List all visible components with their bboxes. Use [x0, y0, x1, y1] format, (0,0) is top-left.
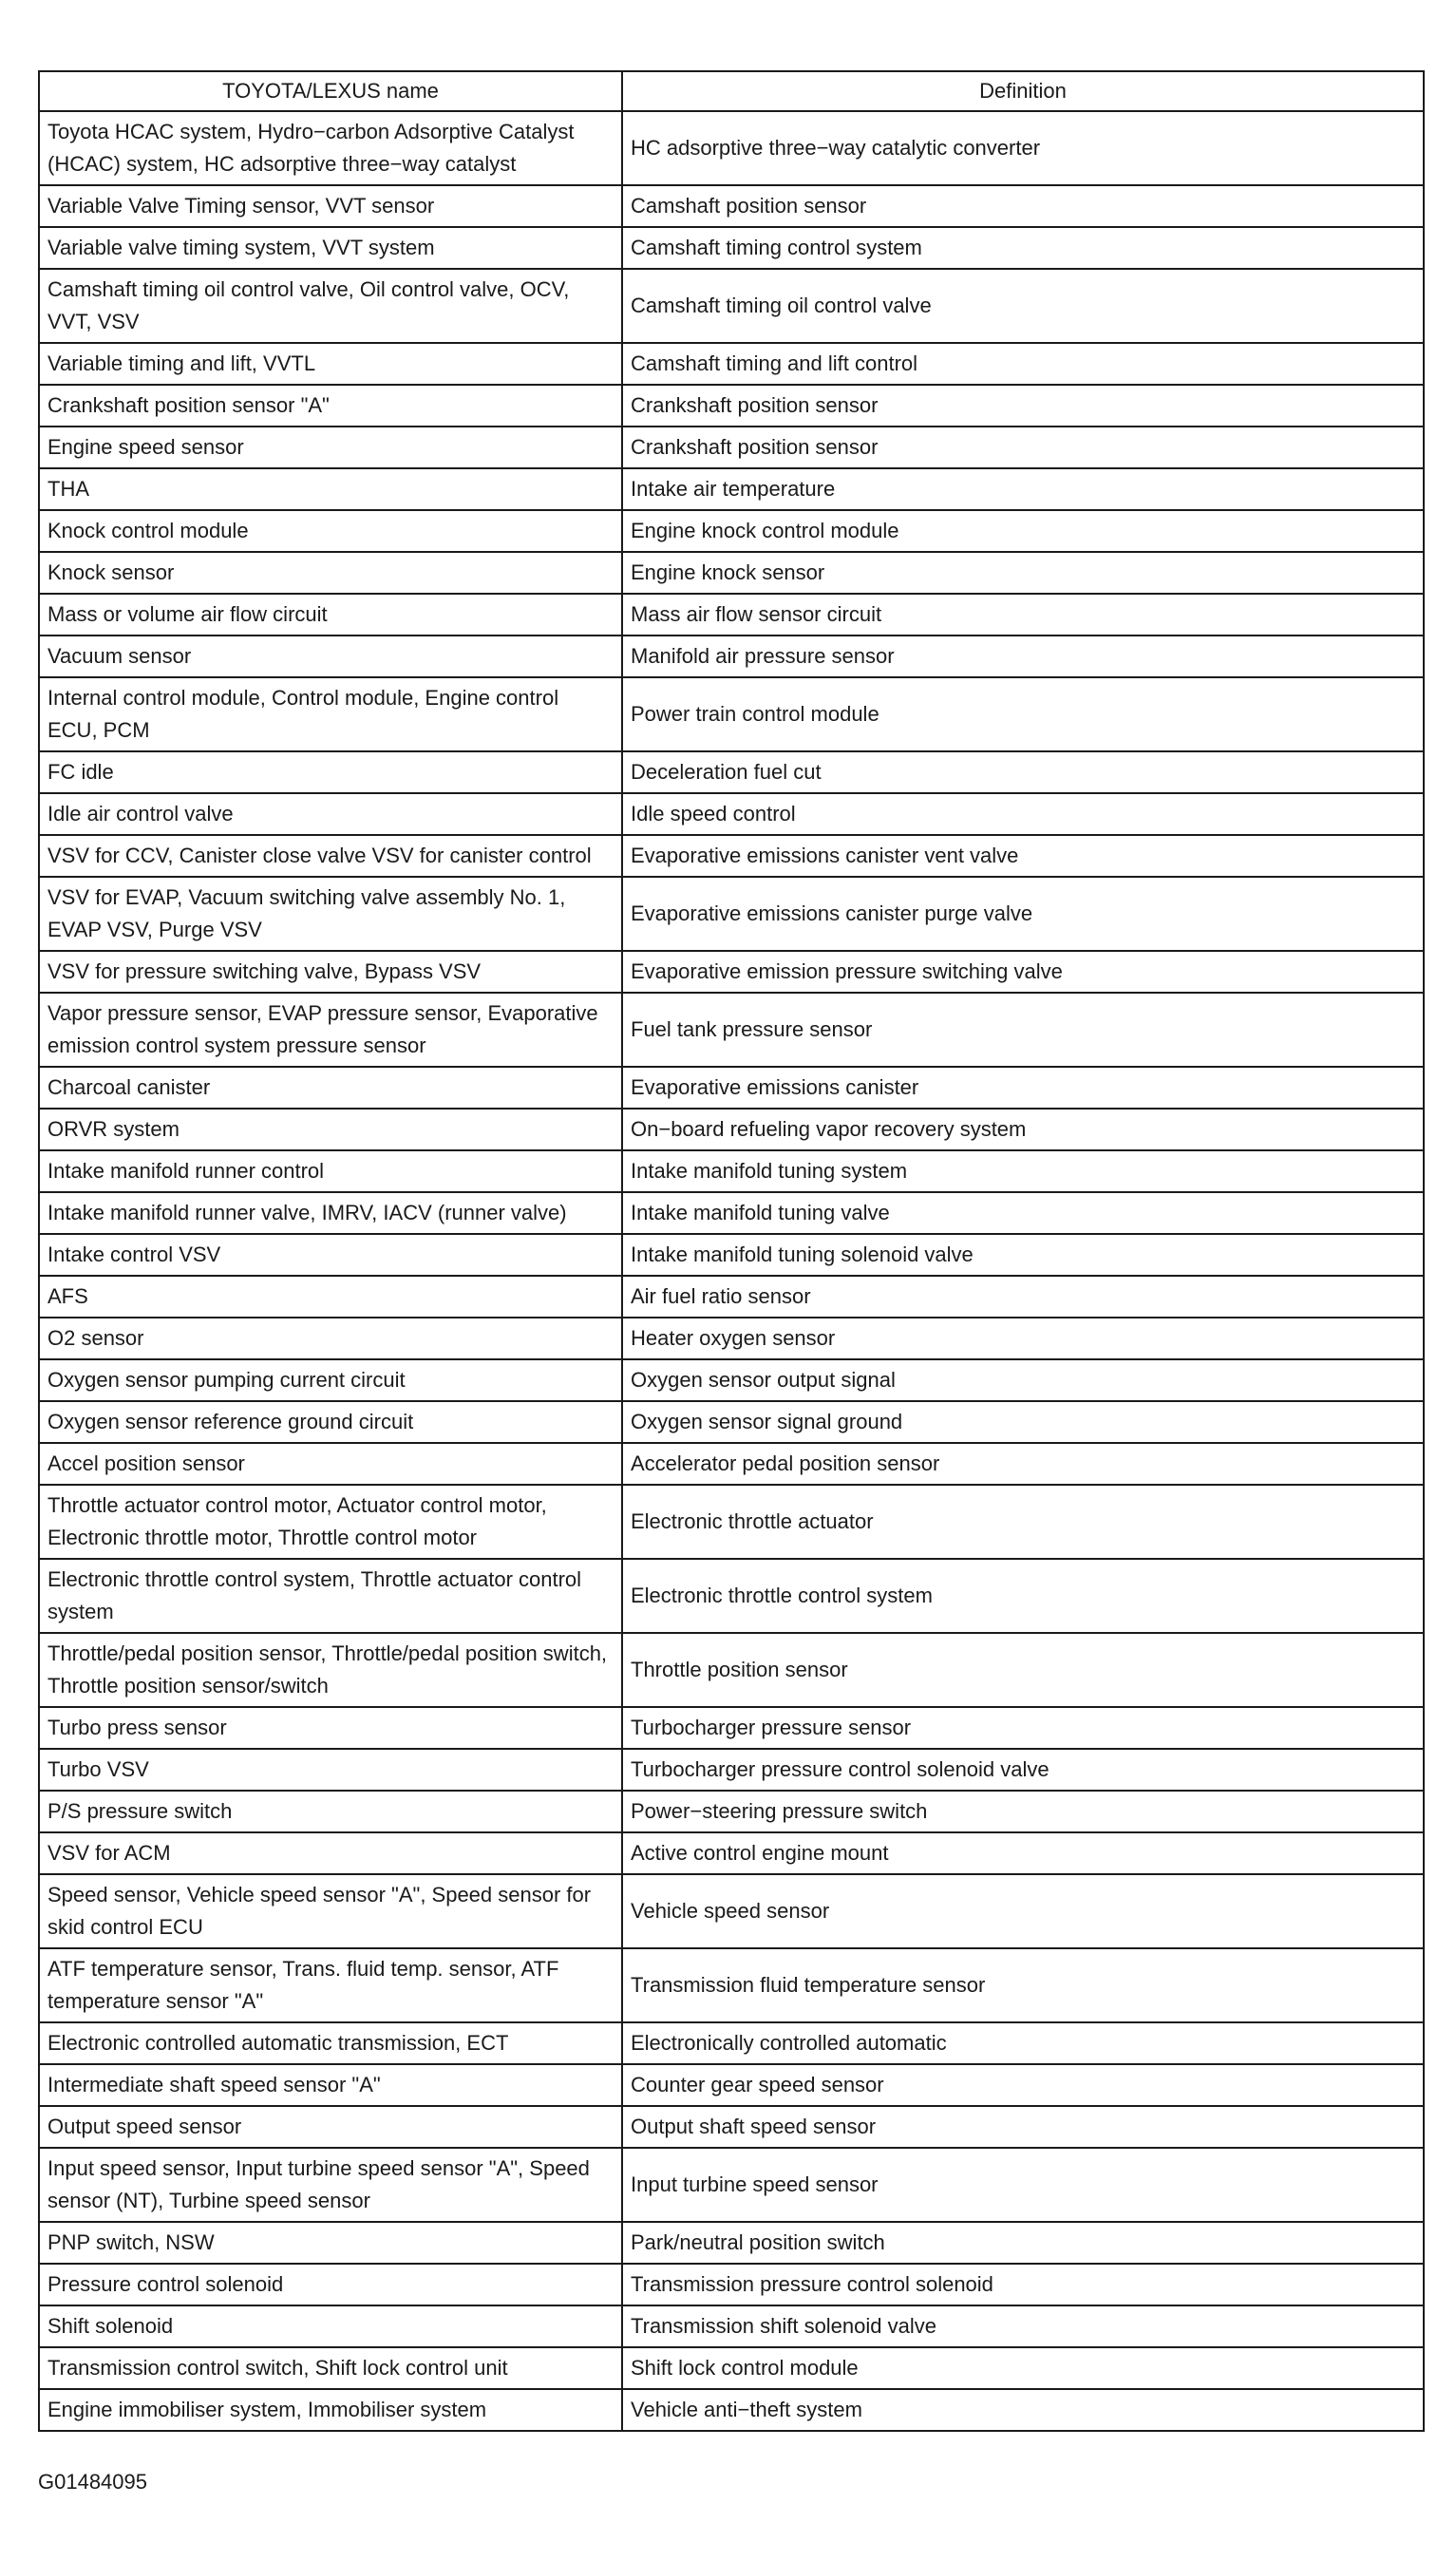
cell-definition: Accelerator pedal position sensor	[622, 1443, 1424, 1485]
cell-definition: Camshaft timing control system	[622, 227, 1424, 269]
cell-definition: Counter gear speed sensor	[622, 2064, 1424, 2106]
cell-definition: Intake manifold tuning solenoid valve	[622, 1234, 1424, 1276]
table-row	[39, 1948, 1424, 2022]
cell-toyota-lexus-name: Charcoal canister	[39, 1067, 622, 1109]
cell-toyota-lexus-name: Input speed sensor, Input turbine speed sensor "A", Speed sensor (NT), Turbine speed sensor	[39, 2148, 622, 2222]
cell-definition: Heater oxygen sensor	[622, 1318, 1424, 1359]
cell-toyota-lexus-name: Throttle actuator control motor, Actuator control motor, Electronic throttle motor, Throttle control motor	[39, 1485, 622, 1559]
column-header-name: TOYOTA/LEXUS name	[39, 71, 622, 111]
cell-toyota-lexus-name: Transmission control switch, Shift lock control unit	[39, 2347, 622, 2389]
cell-definition: Turbocharger pressure control solenoid valve	[622, 1749, 1424, 1791]
table-row	[39, 677, 1424, 751]
cell-toyota-lexus-name: Shift solenoid	[39, 2305, 622, 2347]
cell-definition: Power−steering pressure switch	[622, 1791, 1424, 1832]
cell-toyota-lexus-name: P/S pressure switch	[39, 1791, 622, 1832]
cell-definition: Camshaft timing oil control valve	[622, 269, 1424, 343]
cell-definition: Engine knock control module	[622, 510, 1424, 552]
cell-definition: HC adsorptive three−way catalytic converter	[622, 111, 1424, 185]
cell-definition: Throttle position sensor	[622, 1633, 1424, 1707]
cell-toyota-lexus-name: Pressure control solenoid	[39, 2264, 622, 2305]
cell-toyota-lexus-name: Electronic throttle control system, Throttle actuator control system	[39, 1559, 622, 1633]
table-row	[39, 1559, 1424, 1633]
cell-toyota-lexus-name: Intake control VSV	[39, 1234, 622, 1276]
table-row	[39, 1401, 1424, 1443]
cell-definition: On−board refueling vapor recovery system	[622, 1109, 1424, 1150]
column-header-definition: Definition	[622, 71, 1424, 111]
cell-toyota-lexus-name: O2 sensor	[39, 1318, 622, 1359]
table-row	[39, 1485, 1424, 1559]
cell-toyota-lexus-name: Vacuum sensor	[39, 636, 622, 677]
cell-toyota-lexus-name: Variable valve timing system, VVT system	[39, 227, 622, 269]
table-row	[39, 185, 1424, 227]
table-row	[39, 877, 1424, 951]
cell-definition: Crankshaft position sensor	[622, 385, 1424, 427]
cell-definition: Idle speed control	[622, 793, 1424, 835]
table-row	[39, 2264, 1424, 2305]
table-row	[39, 111, 1424, 185]
cell-toyota-lexus-name: ATF temperature sensor, Trans. fluid temp. sensor, ATF temperature sensor "A"	[39, 1948, 622, 2022]
cell-definition: Electronic throttle actuator	[622, 1485, 1424, 1559]
cell-toyota-lexus-name: VSV for EVAP, Vacuum switching valve assembly No. 1, EVAP VSV, Purge VSV	[39, 877, 622, 951]
table-row	[39, 993, 1424, 1067]
cell-toyota-lexus-name: AFS	[39, 1276, 622, 1318]
cell-definition: Evaporative emissions canister	[622, 1067, 1424, 1109]
table-body	[39, 111, 1424, 2431]
cell-definition: Oxygen sensor signal ground	[622, 1401, 1424, 1443]
cell-toyota-lexus-name: Knock control module	[39, 510, 622, 552]
cell-definition: Transmission pressure control solenoid	[622, 2264, 1424, 2305]
cell-definition: Transmission shift solenoid valve	[622, 2305, 1424, 2347]
cell-definition: Manifold air pressure sensor	[622, 636, 1424, 677]
cell-definition: Mass air flow sensor circuit	[622, 594, 1424, 636]
table-row	[39, 2347, 1424, 2389]
cell-definition: Power train control module	[622, 677, 1424, 751]
cell-toyota-lexus-name: Accel position sensor	[39, 1443, 622, 1485]
table-row	[39, 1318, 1424, 1359]
table-row	[39, 951, 1424, 993]
table-row	[39, 1359, 1424, 1401]
cell-definition: Intake manifold tuning system	[622, 1150, 1424, 1192]
cell-toyota-lexus-name: Internal control module, Control module, Engine control ECU, PCM	[39, 677, 622, 751]
table-row	[39, 2148, 1424, 2222]
cell-toyota-lexus-name: Turbo VSV	[39, 1749, 622, 1791]
table-row	[39, 269, 1424, 343]
table-row	[39, 1276, 1424, 1318]
cell-toyota-lexus-name: Oxygen sensor pumping current circuit	[39, 1359, 622, 1401]
cell-definition: Transmission fluid temperature sensor	[622, 1948, 1424, 2022]
cell-toyota-lexus-name: ORVR system	[39, 1109, 622, 1150]
cell-toyota-lexus-name: Camshaft timing oil control valve, Oil control valve, OCV, VVT, VSV	[39, 269, 622, 343]
table-row	[39, 835, 1424, 877]
table-row	[39, 1707, 1424, 1749]
cell-toyota-lexus-name: Toyota HCAC system, Hydro−carbon Adsorptive Catalyst (HCAC) system, HC adsorptive three−way catalyst	[39, 111, 622, 185]
cell-toyota-lexus-name: Vapor pressure sensor, EVAP pressure sensor, Evaporative emission control system pressure sensor	[39, 993, 622, 1067]
terminology-table	[38, 70, 1425, 2432]
table-row	[39, 1443, 1424, 1485]
cell-definition: Evaporative emissions canister vent valve	[622, 835, 1424, 877]
cell-definition: Park/neutral position switch	[622, 2222, 1424, 2264]
cell-toyota-lexus-name: VSV for CCV, Canister close valve VSV for canister control	[39, 835, 622, 877]
cell-definition: Vehicle speed sensor	[622, 1874, 1424, 1948]
table-row	[39, 793, 1424, 835]
cell-definition: Oxygen sensor output signal	[622, 1359, 1424, 1401]
cell-definition: Turbocharger pressure sensor	[622, 1707, 1424, 1749]
cell-definition: Camshaft position sensor	[622, 185, 1424, 227]
table-row	[39, 1633, 1424, 1707]
cell-definition: Evaporative emissions canister purge valve	[622, 877, 1424, 951]
cell-toyota-lexus-name: Idle air control valve	[39, 793, 622, 835]
table-row	[39, 1067, 1424, 1109]
cell-definition: Fuel tank pressure sensor	[622, 993, 1424, 1067]
cell-definition: Electronic throttle control system	[622, 1559, 1424, 1633]
cell-toyota-lexus-name: Engine speed sensor	[39, 427, 622, 468]
cell-definition: Intake manifold tuning valve	[622, 1192, 1424, 1234]
cell-definition: Crankshaft position sensor	[622, 427, 1424, 468]
table-row	[39, 636, 1424, 677]
figure-id: G01484095	[38, 2470, 147, 2494]
table-row	[39, 552, 1424, 594]
cell-toyota-lexus-name: Intermediate shaft speed sensor "A"	[39, 2064, 622, 2106]
table-row	[39, 1234, 1424, 1276]
table-row	[39, 427, 1424, 468]
table-row	[39, 2389, 1424, 2431]
cell-definition: Electronically controlled automatic	[622, 2022, 1424, 2064]
cell-toyota-lexus-name: Turbo press sensor	[39, 1707, 622, 1749]
cell-toyota-lexus-name: Crankshaft position sensor "A"	[39, 385, 622, 427]
table-row	[39, 385, 1424, 427]
cell-toyota-lexus-name: Speed sensor, Vehicle speed sensor "A", Speed sensor for skid control ECU	[39, 1874, 622, 1948]
table-row	[39, 1749, 1424, 1791]
table-row	[39, 1832, 1424, 1874]
table-row	[39, 468, 1424, 510]
cell-toyota-lexus-name: Variable Valve Timing sensor, VVT sensor	[39, 185, 622, 227]
table-row	[39, 1874, 1424, 1948]
cell-toyota-lexus-name: Engine immobiliser system, Immobiliser system	[39, 2389, 622, 2431]
table-row	[39, 1109, 1424, 1150]
cell-toyota-lexus-name: FC idle	[39, 751, 622, 793]
cell-definition: Active control engine mount	[622, 1832, 1424, 1874]
table-header-row	[39, 71, 1424, 111]
cell-definition: Engine knock sensor	[622, 552, 1424, 594]
cell-toyota-lexus-name: Throttle/pedal position sensor, Throttle/pedal position switch, Throttle position sensor/switch	[39, 1633, 622, 1707]
table-row	[39, 594, 1424, 636]
cell-definition: Input turbine speed sensor	[622, 2148, 1424, 2222]
table-row	[39, 1791, 1424, 1832]
cell-toyota-lexus-name: Output speed sensor	[39, 2106, 622, 2148]
cell-toyota-lexus-name: PNP switch, NSW	[39, 2222, 622, 2264]
cell-definition: Air fuel ratio sensor	[622, 1276, 1424, 1318]
table-row	[39, 1150, 1424, 1192]
table-row	[39, 2022, 1424, 2064]
cell-toyota-lexus-name: Intake manifold runner valve, IMRV, IACV (runner valve)	[39, 1192, 622, 1234]
cell-toyota-lexus-name: THA	[39, 468, 622, 510]
cell-definition: Shift lock control module	[622, 2347, 1424, 2389]
cell-toyota-lexus-name: Intake manifold runner control	[39, 1150, 622, 1192]
cell-toyota-lexus-name: Knock sensor	[39, 552, 622, 594]
table-row	[39, 751, 1424, 793]
table-row	[39, 2106, 1424, 2148]
cell-definition: Intake air temperature	[622, 468, 1424, 510]
table-row	[39, 2305, 1424, 2347]
cell-definition: Deceleration fuel cut	[622, 751, 1424, 793]
cell-toyota-lexus-name: Oxygen sensor reference ground circuit	[39, 1401, 622, 1443]
cell-definition: Camshaft timing and lift control	[622, 343, 1424, 385]
table-row	[39, 227, 1424, 269]
cell-definition: Output shaft speed sensor	[622, 2106, 1424, 2148]
table-row	[39, 2064, 1424, 2106]
table-row	[39, 2222, 1424, 2264]
cell-toyota-lexus-name: Variable timing and lift, VVTL	[39, 343, 622, 385]
cell-definition: Vehicle anti−theft system	[622, 2389, 1424, 2431]
cell-toyota-lexus-name: VSV for pressure switching valve, Bypass VSV	[39, 951, 622, 993]
cell-definition: Evaporative emission pressure switching valve	[622, 951, 1424, 993]
cell-toyota-lexus-name: Electronic controlled automatic transmission, ECT	[39, 2022, 622, 2064]
cell-toyota-lexus-name: Mass or volume air flow circuit	[39, 594, 622, 636]
table-row	[39, 343, 1424, 385]
table-row	[39, 1192, 1424, 1234]
cell-toyota-lexus-name: VSV for ACM	[39, 1832, 622, 1874]
table-row	[39, 510, 1424, 552]
